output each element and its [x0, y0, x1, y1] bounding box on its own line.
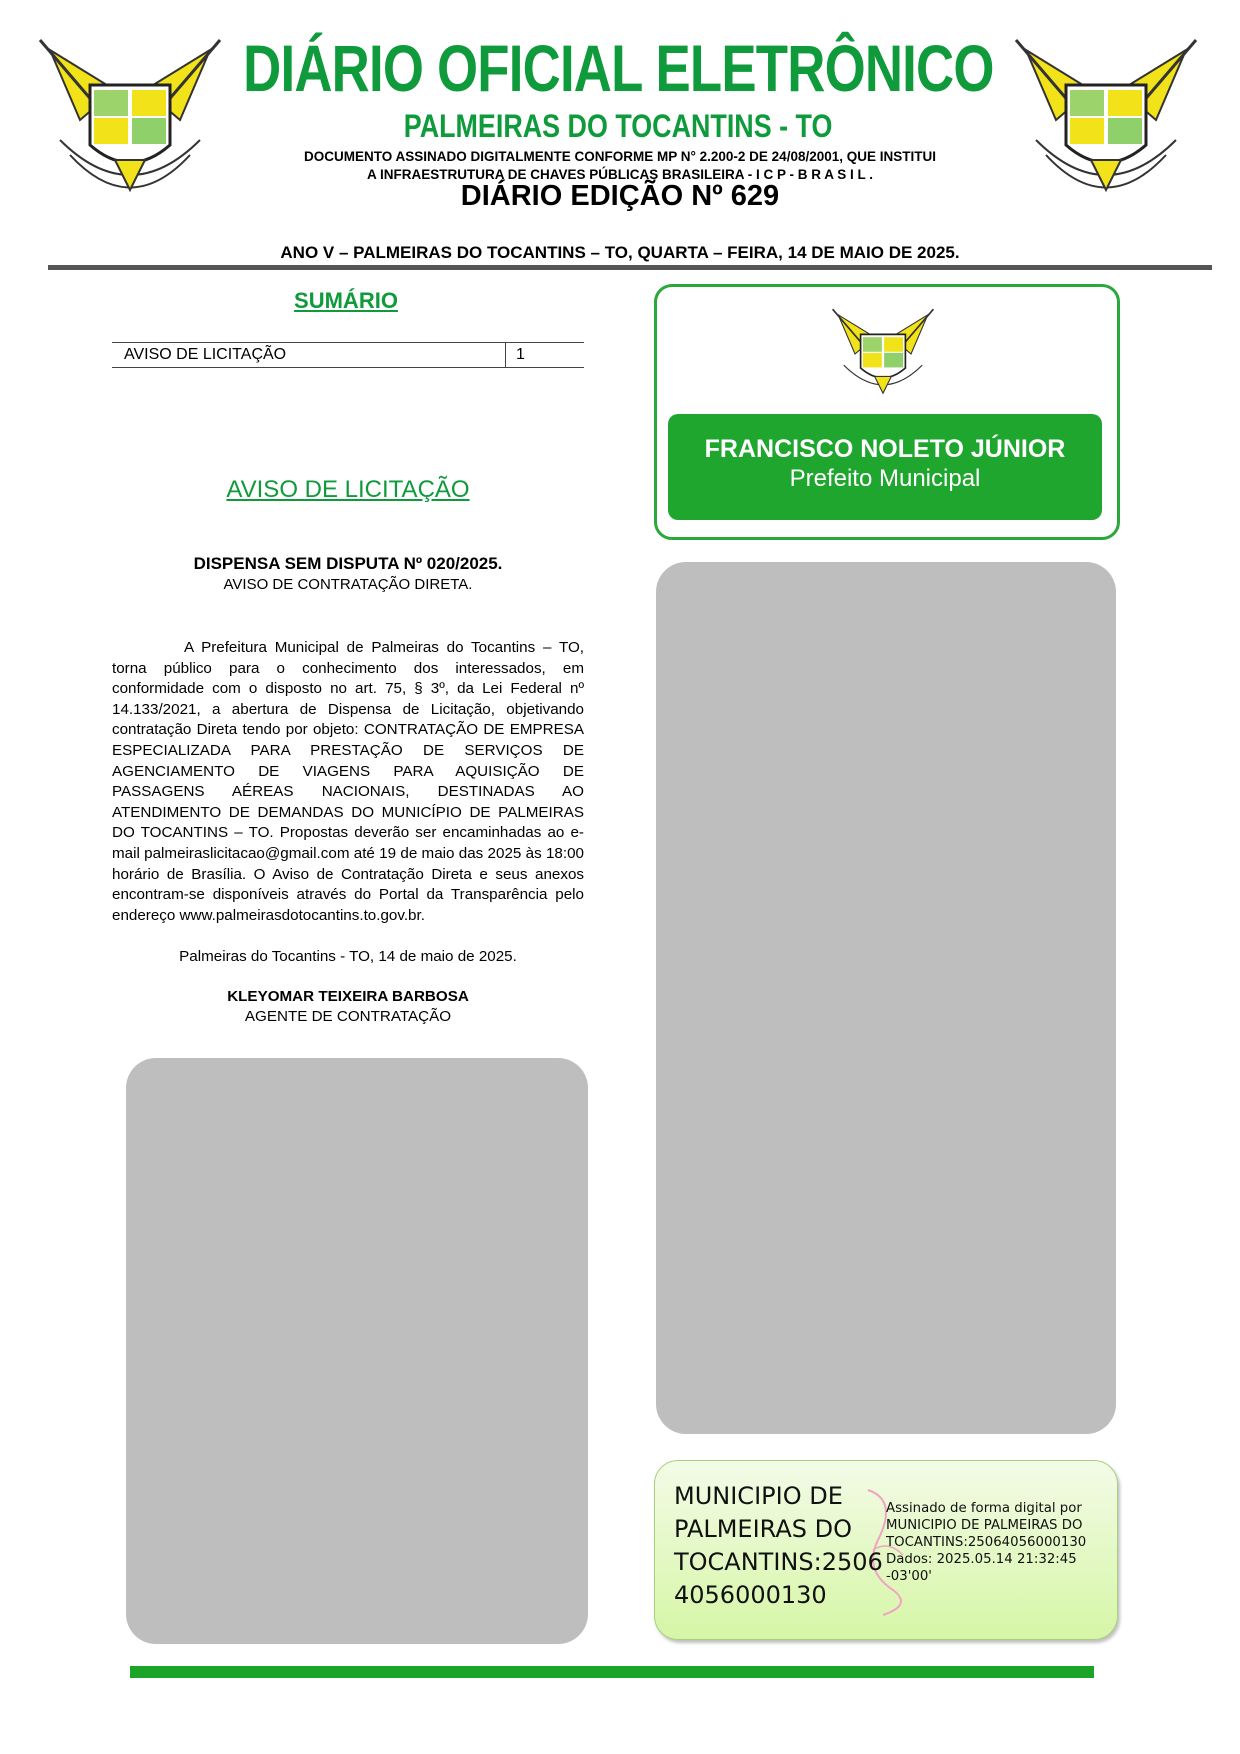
notice-subtitle: AVISO DE CONTRATAÇÃO DIRETA.	[223, 576, 473, 593]
signature-entity: MUNICIPIO DE PALMEIRAS DO TOCANTINS:2506 4056000130	[674, 1482, 883, 1609]
municipality-subtitle: PALMEIRAS DO TOCANTINS - TO	[403, 108, 833, 144]
mayor-role: Prefeito Municipal	[789, 465, 981, 492]
signature-details-line: Dados: 2025.05.14 21:32:45	[886, 1552, 1077, 1567]
signature-details-line: MUNICIPIO DE PALMEIRAS DO	[886, 1518, 1083, 1533]
coat-of-arms-small-icon	[818, 298, 948, 410]
signer-name: KLEYOMAR TEIXEIRA BARBOSA	[227, 988, 469, 1005]
page-title: DIÁRIO OFICIAL ELETRÔNICO	[243, 31, 994, 105]
summary-item-page: 1	[506, 343, 585, 368]
legal-line-2: A INFRAESTRUTURA DE CHAVES PÚBLICAS BRASILEIRA - I C P - B R A S I L .	[366, 167, 874, 182]
dateline: ANO V – PALMEIRAS DO TOCANTINS – TO, QUARTA – FEIRA, 14 DE MAIO DE 2025.	[280, 243, 960, 262]
edition-number: DIÁRIO EDIÇÃO Nº 629	[460, 180, 780, 212]
signature-details-line: Assinado de forma digital por	[886, 1501, 1082, 1516]
summary-title: SUMÁRIO	[294, 288, 398, 313]
legal-line-1: DOCUMENTO ASSINADO DIGITALMENTE CONFORME MP N° 2.200-2 DE 24/08/2001, QUE INSTITUI	[303, 149, 936, 164]
signature-details	[886, 1500, 1106, 1585]
footer-divider	[130, 1666, 1094, 1678]
signature-details-line: -03'00'	[886, 1569, 932, 1584]
table-row[interactable]	[112, 343, 584, 368]
placeholder-panel-right	[656, 562, 1116, 1434]
placeholder-panel-left	[126, 1058, 588, 1644]
header-divider	[48, 265, 1212, 270]
signer-role: AGENTE DE CONTRATAÇÃO	[244, 1008, 452, 1025]
notice-place-date: Palmeiras do Tocantins - TO, 14 de maio de 2025.	[179, 948, 517, 965]
notice-dispensa: DISPENSA SEM DISPUTA Nº 020/2025.	[193, 554, 503, 573]
notice-body: A Prefeitura Municipal de Palmeiras do Tocantins – TO, torna público para o conhecimento dos interessados, em conformidade com o disposto no art. 75, § 3º, da Lei Federal nº 14.133/2021, a abertura de Dispensa de Licitação, objetivando contratação Direta tendo por objeto: CONTRATAÇÃO DE EMPRESA ESPECIALIZADA PARA PRESTAÇÃO DE SERVIÇOS DE AGENCIAMENTO DE VIAGENS PARA AQUISIÇÃO DE PASSAGENS AÉREAS NACIONAIS, DESTINADAS AO ATENDIMENTO DE DEMANDAS DO MUNICÍPIO DE PALMEIRAS DO TOCANTINS – TO. Propostas deverão ser encaminhadas ao e-mail palmeiraslicitacao@gmail.com até 19 de maio das 2025 às 18:00 horário de Brasília. O Aviso de Contratação Direta e seus anexos encontram-se disponíveis através do Portal da Transparência pelo endereço www.palmeirasdotocantins.to.gov.br.	[112, 639, 584, 924]
summary-table	[112, 342, 584, 368]
summary-item-label: AVISO DE LICITAÇÃO	[112, 343, 506, 368]
signature-details-line: TOCANTINS:25064056000130	[886, 1535, 1087, 1550]
legal-notice	[0, 148, 1240, 184]
notice-title: AVISO DE LICITAÇÃO	[226, 476, 470, 503]
mayor-name: FRANCISCO NOLETO JÚNIOR	[704, 435, 1066, 463]
